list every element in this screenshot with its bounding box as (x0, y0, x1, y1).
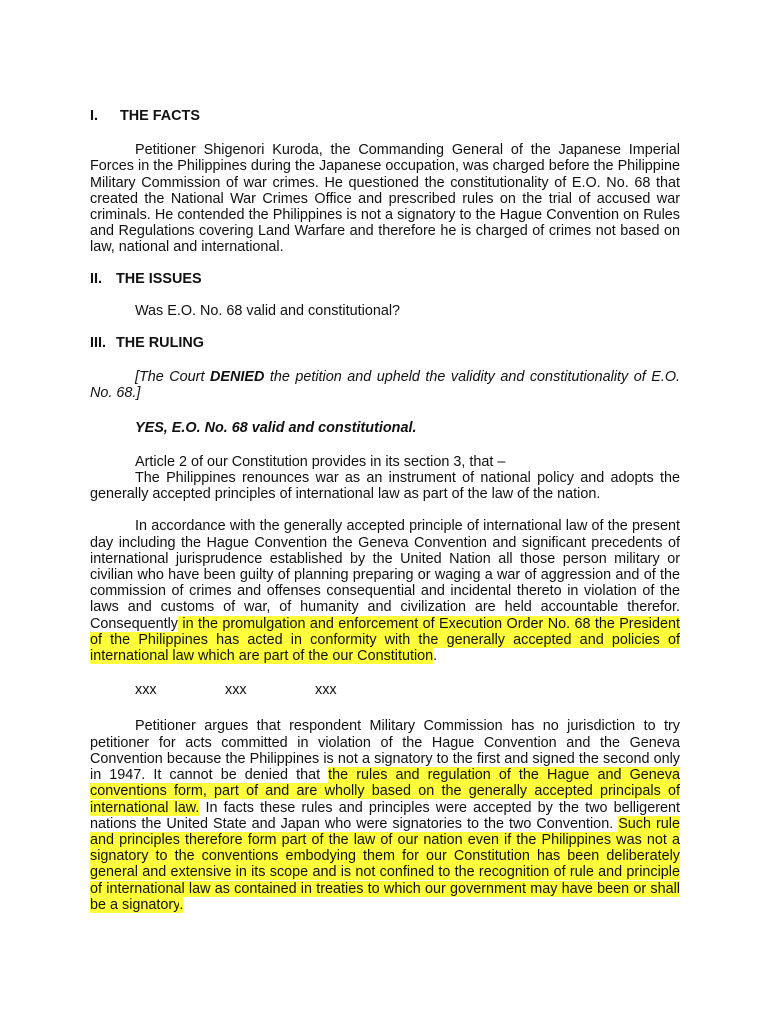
section-heading-facts (90, 108, 680, 124)
section-title: THE RULING (116, 335, 204, 352)
section-number: III. (90, 335, 106, 352)
highlighted-text: in the promulgation and enforcement of Execution Order No. 68 the President of the Philippines has acted in conformity with the generally accepted and policies of international law which are part of the our Constitution (90, 615, 680, 665)
ruling-paragraph-1-end: . (433, 648, 438, 665)
section-number: I. (90, 108, 98, 124)
section-heading-issues (90, 271, 680, 287)
omission-mark: xxx (225, 682, 247, 699)
ruling-answer: YES, E.O. No. 68 valid and constitutional. (135, 419, 417, 436)
section-title: THE ISSUES (116, 270, 202, 287)
article-intro: Article 2 of our Constitution provides in its section 3, that – (135, 453, 506, 470)
section-number: II. (90, 270, 102, 287)
ruling-paragraph-2-text: In facts these rules and principles were accepted by the two belligerent nations the United State and Japan who were signatories to the two Convention. (90, 799, 680, 832)
omission-mark: xxx (135, 682, 157, 699)
court-decision (90, 369, 680, 401)
ruling-paragraph-1 (90, 518, 680, 664)
highlighted-text: Such rule and principles therefore form part of the law of our nation even if the Philippines was not a signatory to the conventions embodying them for our Constitution has been deliberately general and extensive in its scope and is not confined to the recognition of rule and principle of international law as contained in treaties to which our government may have been or shall be a signatory (90, 815, 680, 913)
ruling-paragraph-2-end: . (179, 896, 184, 913)
highlighted-text: the rules and regulation of the Hague and Geneva conventions form, part of and are wholly based on the generally accepted principals of international law. (90, 767, 680, 816)
ruling-paragraph-1-text: In accordance with the generally accepted principle of international law of the present day including the Hague Convention the Geneva Convention and significant precedents of international jurisprudence established by the United Nation all those person military or civilian who have been guilty of planning preparing or waging a war of aggression and of the commission of crimes and offenses consequential and incidental thereto in violation of the laws and customs of war, of humanity and civilization are held accountable therefor. Consequently (90, 518, 680, 632)
document-body (90, 108, 680, 913)
court-decision-pre: [The Court (135, 369, 210, 386)
section-heading-ruling (90, 335, 680, 351)
ruling-paragraph-2 (90, 718, 680, 912)
omission-mark: xxx (315, 682, 337, 699)
court-decision-denied: DENIED (209, 369, 265, 386)
court-decision-post: the petition and upheld the validity and constitutionality of E.O. No. 68.] (90, 369, 681, 402)
omission-marks (90, 682, 680, 698)
facts-paragraph: Petitioner Shigenori Kuroda, the Commanding General of the Japanese Imperial Forces in the Philippines during the Japanese occupation, was charged before the Philippine Military Commission of war crimes. He questioned the constitutionality of E.O. No. 68 that created the National War Crimes Office and prescribed rules on the trial of accused war criminals. He contended the Philippines is not a signatory to the Hague Convention on Rules and Regulations covering Land Warfare and therefore he is charged of crimes not based on law, national and international. (90, 142, 680, 256)
section-title: THE FACTS (120, 108, 200, 124)
article-quote: The Philippines renounces war as an instrument of national policy and adopts the generally accepted principles of international law as part of the law of the nation. (90, 470, 680, 503)
ruling-paragraph-2-text: Petitioner argues that respondent Military Commission has no jurisdiction to try petitioner for acts committed in violation of the Hague Convention and the Geneva Convention because the Philippines is not a signatory to the first and signed the second only in 1947. It cannot be denied that (90, 718, 680, 784)
issues-paragraph: Was E.O. No. 68 valid and constitutional? (135, 302, 401, 319)
